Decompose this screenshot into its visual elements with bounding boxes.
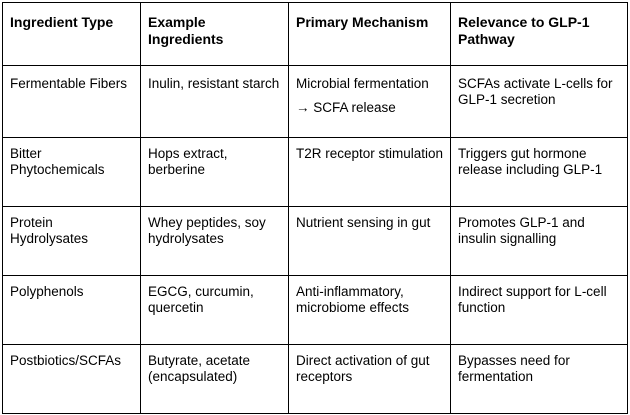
cell-mechanism: T2R receptor stimulation bbox=[289, 138, 451, 207]
ingredient-table bbox=[2, 2, 628, 414]
header-ingredient-type: Ingredient Type bbox=[3, 3, 141, 66]
cell-mechanism: Anti-inflammatory, microbiome effects bbox=[289, 276, 451, 345]
cell-mechanism: Nutrient sensing in gut bbox=[289, 207, 451, 276]
cell-relevance: Promotes GLP-1 and insulin signalling bbox=[451, 207, 628, 276]
cell-mechanism: Direct activation of gut receptors bbox=[289, 345, 451, 414]
cell-relevance: Bypasses need for fermentation bbox=[451, 345, 628, 414]
cell-examples: Hops extract, berberine bbox=[141, 138, 289, 207]
cell-examples: Inulin, resistant starch bbox=[141, 66, 289, 138]
table-header-row bbox=[3, 3, 628, 66]
cell-relevance: Indirect support for L-cell function bbox=[451, 276, 628, 345]
mechanism-line: → SCFA release bbox=[296, 100, 396, 115]
cell-ingredient-type: Protein Hydrolysates bbox=[3, 207, 141, 276]
table-row bbox=[3, 207, 628, 276]
cell-ingredient-type: Postbiotics/SCFAs bbox=[3, 345, 141, 414]
table-row bbox=[3, 276, 628, 345]
cell-mechanism bbox=[289, 66, 451, 138]
cell-examples: EGCG, curcumin, quercetin bbox=[141, 276, 289, 345]
table-row bbox=[3, 66, 628, 138]
cell-ingredient-type: Fermentable Fibers bbox=[3, 66, 141, 138]
cell-relevance: Triggers gut hormone release including GLP-1 bbox=[451, 138, 628, 207]
mechanism-line: Microbial fermentation bbox=[296, 76, 429, 91]
cell-examples: Butyrate, acetate (encapsulated) bbox=[141, 345, 289, 414]
header-primary-mechanism: Primary Mechanism bbox=[289, 3, 451, 66]
header-example-ingredients: Example Ingredients bbox=[141, 3, 289, 66]
cell-relevance: SCFAs activate L-cells for GLP-1 secretion bbox=[451, 66, 628, 138]
header-glp1-relevance: Relevance to GLP-1 Pathway bbox=[451, 3, 628, 66]
cell-ingredient-type: Polyphenols bbox=[3, 276, 141, 345]
cell-ingredient-type: Bitter Phytochemicals bbox=[3, 138, 141, 207]
table-row bbox=[3, 138, 628, 207]
cell-examples: Whey peptides, soy hydrolysates bbox=[141, 207, 289, 276]
table-row bbox=[3, 345, 628, 414]
